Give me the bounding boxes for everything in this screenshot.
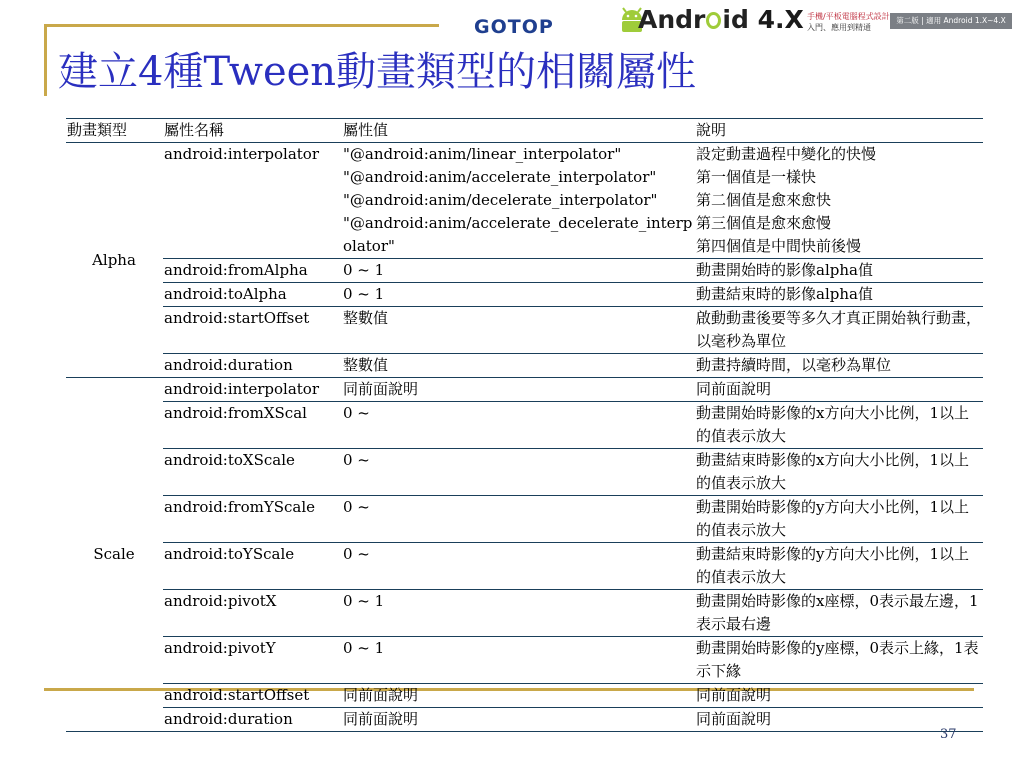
attribute-name-cell: android:toYScale bbox=[163, 543, 342, 590]
attribute-value-cell: 同前面說明 bbox=[342, 378, 695, 402]
table-row bbox=[66, 449, 983, 496]
header-attribute-name: 屬性名稱 bbox=[163, 119, 342, 143]
table-row bbox=[66, 354, 983, 378]
attribute-value-cell: 0 ~ 1 bbox=[342, 637, 695, 684]
attribute-value-cell: 整數值 bbox=[342, 354, 695, 378]
logo-o-icon bbox=[706, 12, 721, 29]
attribute-value-cell: 同前面說明 bbox=[342, 684, 695, 708]
attribute-name-cell: android:fromAlpha bbox=[163, 259, 342, 283]
table-row bbox=[66, 590, 983, 637]
description-cell: 動畫結束時影像的x方向大小比例，1以上的值表示放大 bbox=[695, 449, 983, 496]
attribute-value-cell: 同前面說明 bbox=[342, 708, 695, 732]
description-cell: 動畫開始時影像的y座標，0表示上緣，1表示下緣 bbox=[695, 637, 983, 684]
attribute-name-cell: android:pivotY bbox=[163, 637, 342, 684]
description-cell: 啟動動畫後要等多久才真正開始執行動畫，以毫秒為單位 bbox=[695, 307, 983, 354]
table-row bbox=[66, 259, 983, 283]
attribute-name-cell: android:fromXScal bbox=[163, 402, 342, 449]
description-cell: 動畫開始時影像的y方向大小比例，1以上的值表示放大 bbox=[695, 496, 983, 543]
edition-badge: 第二版 | 適用 Android 1.X~4.X bbox=[890, 13, 1012, 29]
page-title: 建立4種Tween動畫類型的相關屬性 bbox=[58, 49, 697, 95]
attribute-value-cell: 0 ~ 1 bbox=[342, 283, 695, 307]
description-cell: 動畫結束時影像的y方向大小比例，1以上的值表示放大 bbox=[695, 543, 983, 590]
description-cell: 動畫持續時間，以毫秒為單位 bbox=[695, 354, 983, 378]
attribute-name-cell: android:duration bbox=[163, 354, 342, 378]
attribute-value-cell: 整數值 bbox=[342, 307, 695, 354]
attribute-name-cell: android:toAlpha bbox=[163, 283, 342, 307]
table-row bbox=[66, 496, 983, 543]
attribute-name-cell: android:interpolator bbox=[163, 378, 342, 402]
attribute-value-cell: "@android:anim/linear_interpolator" "@android:anim/accelerate_interpolator" "@android:anim/decelerate_interpolator" "@android:anim/accelerate_decelerate_interpolator" bbox=[342, 143, 695, 259]
description-cell: 動畫開始時的影像alpha值 bbox=[695, 259, 983, 283]
logo-word: Andr bbox=[638, 5, 706, 34]
description-cell: 動畫開始時影像的x座標，0表示最左邊，1表示最右邊 bbox=[695, 590, 983, 637]
header-description: 說明 bbox=[695, 119, 983, 143]
attribute-name-cell: android:startOffset bbox=[163, 684, 342, 708]
decor-vertical-line bbox=[44, 24, 47, 96]
attribute-value-cell: 0 ~ bbox=[342, 402, 695, 449]
attribute-name-cell: android:interpolator bbox=[163, 143, 342, 259]
table-body bbox=[66, 143, 983, 732]
description-cell: 動畫開始時影像的x方向大小比例，1以上的值表示放大 bbox=[695, 402, 983, 449]
description-cell: 同前面說明 bbox=[695, 708, 983, 732]
attribute-name-cell: android:toXScale bbox=[163, 449, 342, 496]
table-row bbox=[66, 684, 983, 708]
description-cell: 同前面說明 bbox=[695, 684, 983, 708]
attribute-value-cell: 0 ~ 1 bbox=[342, 590, 695, 637]
attribute-value-cell: 0 ~ bbox=[342, 496, 695, 543]
header-attribute-value: 屬性值 bbox=[342, 119, 695, 143]
decor-horizontal-line bbox=[44, 24, 439, 27]
animation-type-cell: Alpha bbox=[66, 143, 163, 378]
table-row bbox=[66, 637, 983, 684]
table-row bbox=[66, 307, 983, 354]
attribute-name-cell: android:pivotX bbox=[163, 590, 342, 637]
logo-version: 4.X bbox=[757, 5, 804, 34]
attribute-name-cell: android:fromYScale bbox=[163, 496, 342, 543]
book-subtitle-line1: 手機/平板電腦程式設計 bbox=[807, 12, 890, 21]
android-book-logo bbox=[638, 5, 804, 34]
description-cell: 同前面說明 bbox=[695, 378, 983, 402]
logo-word-2: id bbox=[722, 5, 749, 34]
table-row bbox=[66, 378, 983, 402]
gotop-logo: GOTOP bbox=[474, 16, 554, 38]
table-header-row bbox=[66, 119, 983, 143]
attribute-value-cell: 0 ~ bbox=[342, 449, 695, 496]
description-cell: 設定動畫過程中變化的快慢 第一個值是一樣快 第二個值是愈來愈快 第三個值是愈來愈慢 第四個值是中間快前後慢 bbox=[695, 143, 983, 259]
animation-type-cell: Scale bbox=[66, 378, 163, 732]
attribute-value-cell: 0 ~ bbox=[342, 543, 695, 590]
attribute-name-cell: android:startOffset bbox=[163, 307, 342, 354]
table-row bbox=[66, 543, 983, 590]
page-number: 37 bbox=[940, 727, 957, 742]
description-cell: 動畫結束時的影像alpha值 bbox=[695, 283, 983, 307]
attributes-table bbox=[66, 118, 983, 732]
table-row bbox=[66, 283, 983, 307]
book-subtitle-line2: 入門、應用到精通 bbox=[807, 23, 871, 32]
table-row bbox=[66, 143, 983, 259]
table-row bbox=[66, 708, 983, 732]
table-row bbox=[66, 402, 983, 449]
header-animation-type: 動畫類型 bbox=[66, 119, 163, 143]
attribute-value-cell: 0 ~ 1 bbox=[342, 259, 695, 283]
attribute-name-cell: android:duration bbox=[163, 708, 342, 732]
book-subtitle bbox=[807, 11, 890, 33]
